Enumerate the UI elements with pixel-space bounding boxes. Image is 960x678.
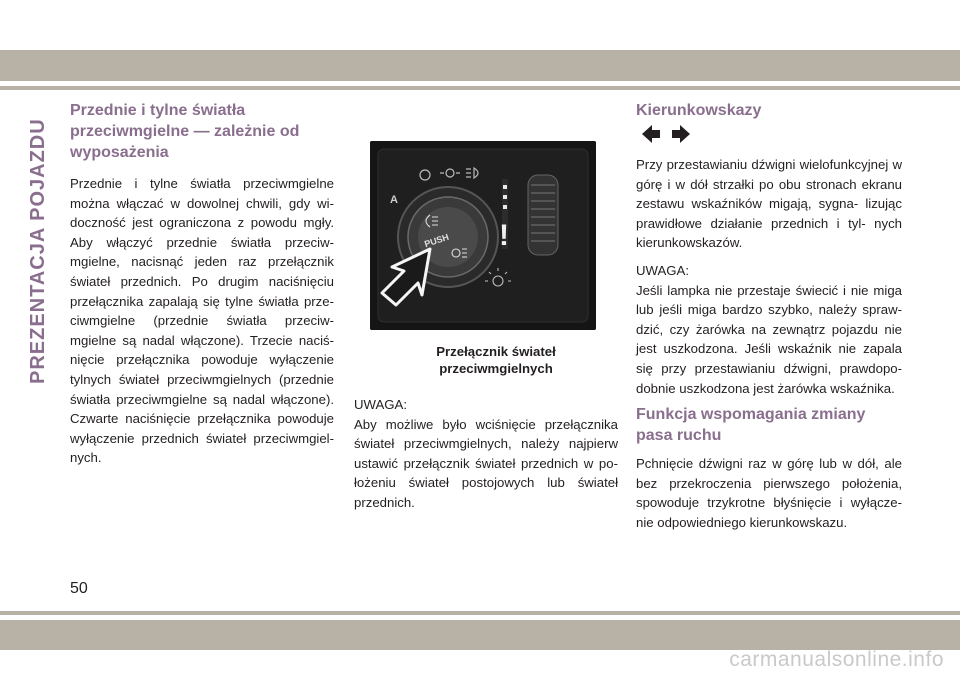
switch-panel-illustration: [370, 141, 596, 330]
top-margin: [0, 0, 960, 50]
push-label: PUSH: [423, 231, 451, 250]
turn-signals-heading: Kierunkowskazy: [636, 102, 762, 119]
dimmer-wheel: [528, 175, 558, 255]
footer-rule: [0, 611, 960, 615]
left-arrow-icon: [642, 125, 660, 143]
turn-signal-arrows: [640, 123, 902, 147]
auto-label: A: [390, 194, 398, 206]
turn-signals-body: Przy przestawianiu dźwigni wielofunkcyjnej w górę i w dół strzałki po obu stronach ekranu zestawu wskaźników migają, sygna- lizując prawidłowe działanie przednich i tyl- nych kierunkowskazów.: [636, 157, 902, 251]
column-figure: [354, 141, 618, 513]
indicator-mark: !: [499, 219, 509, 252]
footer-band: [0, 620, 960, 650]
figure-caption: [354, 343, 618, 377]
note-body: Aby możliwe było wciśnięcie przełącznika świateł przeciwmgielnych, należy najpierw ustawić przełącznik świateł przednich w po- łożeniu świateł postojowych lub świateł przednich.: [354, 416, 618, 510]
watermark: carmanualsonline.info: [729, 648, 944, 671]
note-title: UWAGA:: [354, 397, 407, 412]
lane-change-heading: Funkcja wspomagania zmiany pasa ruchu: [636, 406, 866, 445]
page-number: 50: [70, 580, 88, 597]
section-side-label: PREZENTACJA POJAZDU: [27, 118, 49, 384]
column-fog-lights: [70, 100, 334, 468]
right-arrow-icon: [672, 125, 690, 143]
lane-change-body: Pchnięcie dźwigni raz w górę lub w dół, ale bez przekroczenia pierwszego położenia, spowoduje trzykrotne błyśnięcie i wyłącze- nie odpowiedniego kierunkowskazu.: [636, 456, 902, 530]
header-band: [0, 50, 960, 81]
fog-lights-heading: Przednie i tylne światła przeciwmgielne — zależnie od wyposażenia: [70, 102, 300, 161]
fog-light-switch-photo: [370, 141, 596, 330]
column-turn-signals: [636, 100, 902, 537]
caption-line-2: przeciwmgielnych: [439, 361, 553, 376]
header-rule: [0, 86, 960, 90]
turn-signals-note-body: Jeśli lampka nie przestaje świecić i nie miga lub jeśli miga bardzo szybko, należy spraw- dzić, czy żarówka na zewnątrz pojazdu nie jest uszkodzona. Jeśli wskaźnik nie zapala się przy przestawianiu dźwigni, prawdopo- dobnie uszkodzona jest żarówka wskaźnika.: [636, 282, 902, 396]
caption-line-1: Przełącznik świateł: [436, 344, 556, 359]
turn-signals-note-title: UWAGA:: [636, 262, 689, 278]
fog-lights-body: Przednie i tylne światła przeciwmgielne można włączać w dowolnej chwili, gdy wi- doczność jest ograniczona z powodu mgły. Aby włączyć przednie światła przeciw- mgielne, nacisnąć jeden raz przełącznik świateł przednich. Po drugim naciśnięciu przełącznika zapalają się tylne światła prze- ciwmgielne (przednie światła przeciw- mgielne są nadal włączone). Trzecie naciś- nięcie przełącznika powoduje wyłączenie tylnych świateł przeciwmgielnych (przednie światła przeciwmgielne są nadal włączone). Czwarte naciśnięcie przełącznika powoduje wyłączenie przednich świateł przeciwmgiel- nych.: [70, 176, 334, 466]
